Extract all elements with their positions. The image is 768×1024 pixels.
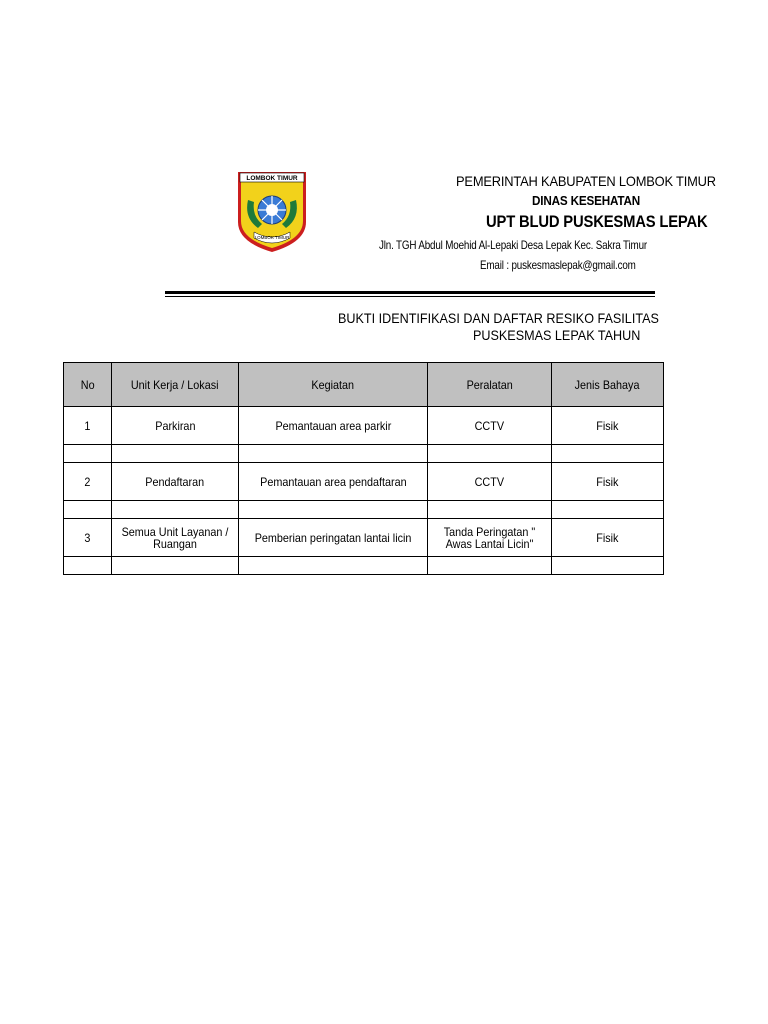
header-kegiatan: Kegiatan (239, 363, 428, 407)
letterhead-divider-thick (165, 291, 655, 294)
table-row (64, 463, 664, 501)
risk-table (63, 362, 664, 575)
cell-peralatan: Tanda Peringatan " Awas Lantai Licin" (428, 519, 552, 557)
table-empty-row (64, 557, 664, 575)
header-email: Email : puskesmaslepak@gmail.com (480, 258, 636, 272)
cell-jenis-bahaya: Fisik (552, 407, 664, 445)
table-empty-row (64, 445, 664, 463)
letterhead-divider-thin (165, 296, 655, 297)
cell-jenis-bahaya: Fisik (552, 519, 664, 557)
cell-no: 2 (64, 463, 112, 501)
cell-peralatan: CCTV (428, 463, 552, 501)
cell-no: 1 (64, 407, 112, 445)
header-jenis-bahaya: Jenis Bahaya (552, 363, 664, 407)
header-unit-kerja: Unit Kerja / Lokasi (112, 363, 239, 407)
cell-unit-kerja: Parkiran (112, 407, 239, 445)
document-title-line2: PUSKESMAS LEPAK TAHUN (473, 327, 641, 343)
header-no: No (64, 363, 112, 407)
cell-kegiatan: Pemberian peringatan lantai licin (239, 519, 428, 557)
cell-unit-kerja: Semua Unit Layanan / Ruangan (112, 519, 239, 557)
cell-kegiatan: Pemantauan area pendaftaran (239, 463, 428, 501)
table-header-row (64, 363, 664, 407)
header-department-name: DINAS KESEHATAN (532, 193, 641, 208)
header-government-name: PEMERINTAH KABUPATEN LOMBOK TIMUR (456, 173, 716, 189)
header-peralatan: Peralatan (428, 363, 552, 407)
header-address: Jln. TGH Abdul Moehid Al-Lepaki Desa Lepak Kec. Sakra Timur (379, 238, 647, 252)
document-title-line1: BUKTI IDENTIFIKASI DAN DAFTAR RESIKO FASILITAS (338, 310, 659, 326)
table-empty-row (64, 501, 664, 519)
cell-peralatan: CCTV (428, 407, 552, 445)
svg-text:LOMBOK TIMUR: LOMBOK TIMUR (246, 175, 298, 182)
header-puskesmas-name: UPT BLUD PUSKESMAS LEPAK (486, 212, 708, 231)
cell-no: 3 (64, 519, 112, 557)
svg-text:LOMBOK TIMUR: LOMBOK TIMUR (254, 235, 290, 240)
table-row (64, 407, 664, 445)
table-row (64, 519, 664, 557)
cell-kegiatan: Pemantauan area parkir (239, 407, 428, 445)
cell-unit-kerja: Pendaftaran (112, 463, 239, 501)
cell-jenis-bahaya: Fisik (552, 463, 664, 501)
lombok-timur-logo (236, 170, 308, 254)
